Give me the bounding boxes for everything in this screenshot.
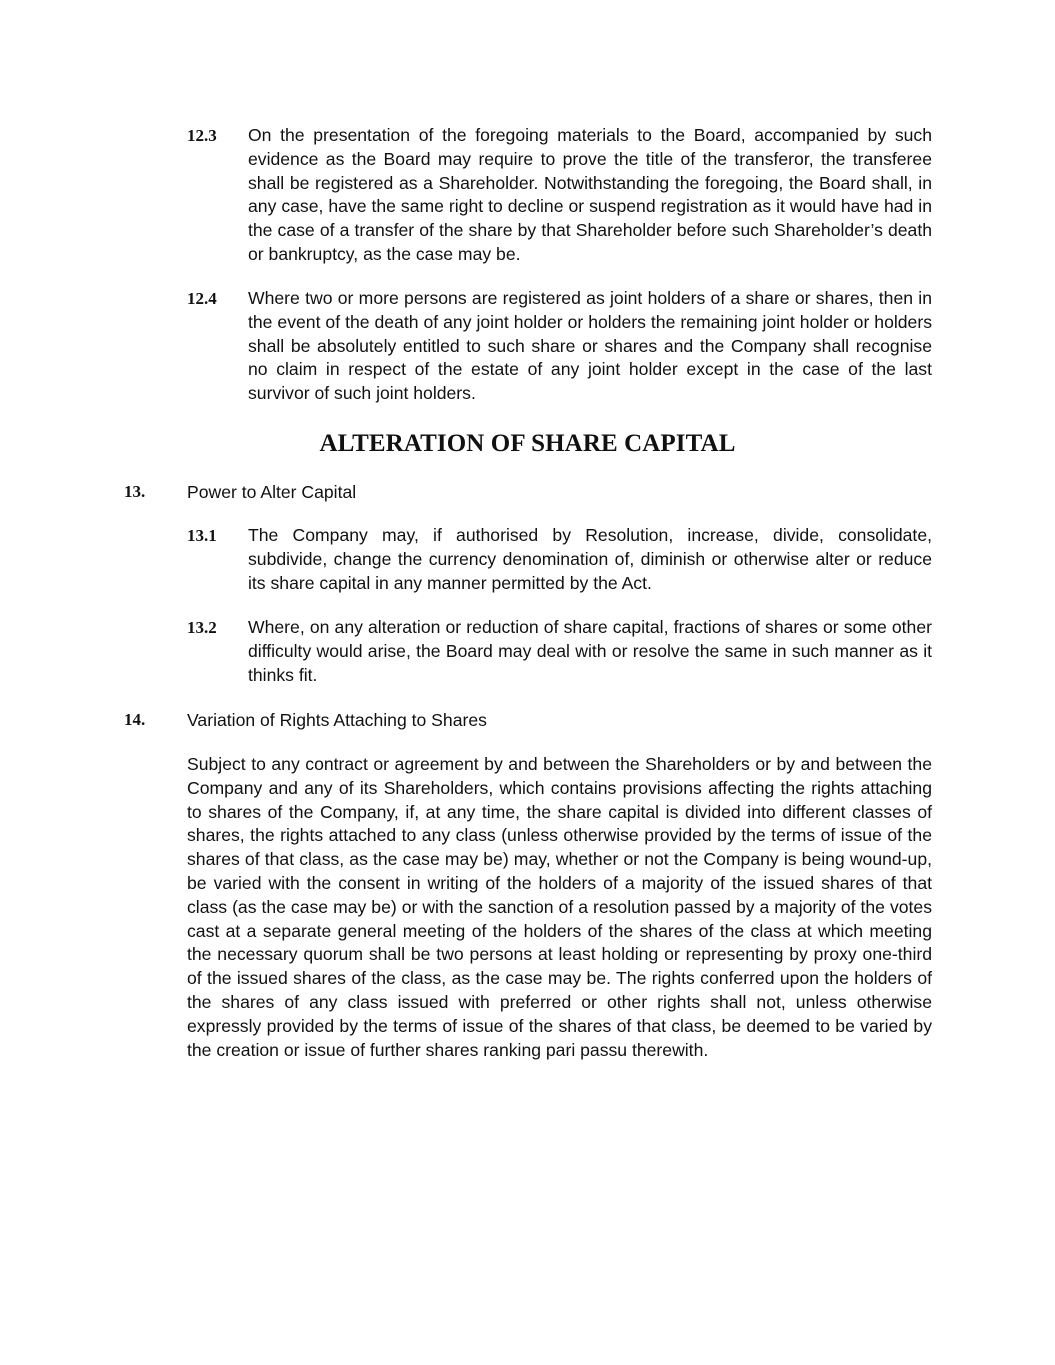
article-number: 13. xyxy=(124,482,146,501)
clause-text: On the presentation of the foregoing materials to the Board, accompanied by such evidence as the Board may require to prove the title of the transferor, the transferee shall be registered as a Shareholder. Notwithstanding the foregoing, the Board shall, in any case, have the same right to decline or suspend registration as it would have had in the case of a transfer of the share by that Shareholder before such Shareholder’s death or bankruptcy, as the case may be. xyxy=(248,125,932,264)
clause-text: The Company may, if authorised by Resolution, increase, divide, consolidate, subdivide, change the currency denomination of, diminish or otherwise alter or reduce its share capital in any manner permitted by the Act. xyxy=(248,525,932,593)
clause-number: 13.2 xyxy=(187,618,217,637)
clause-number: 13.1 xyxy=(187,526,217,545)
section-heading: ALTERATION OF SHARE CAPITAL xyxy=(319,430,736,457)
clause-text: Where two or more persons are registered as joint holders of a share or shares, then in the event of the death of any joint holder or holders the remaining joint holder or holders shall be absolutely entitled to such share or shares and the Company shall recognise no claim in respect of the estate of any joint holder except in the case of the last survivor of such joint holders. xyxy=(248,288,932,404)
article-title: Power to Alter Capital xyxy=(187,482,357,502)
clause-number: 12.3 xyxy=(187,126,217,145)
article-number: 14. xyxy=(124,710,146,729)
clause-number: 12.4 xyxy=(187,289,217,308)
article-title: Variation of Rights Attaching to Shares xyxy=(187,710,487,730)
article-14-body: Subject to any contract or agreement by and between the Shareholders or by and between the Company and any of its Shareholders, which contains provisions affecting the rights attaching to shares of the Company, if, at any time, the share capital is divided into different classes of shares, the rights attached to any class (unless otherwise provided by the terms of issue of the shares of that class, as the case may be) may, whether or not the Company is being wound-up, be varied with the consent in writing of the holders of a majority of the issued shares of that class (as the case may be) or with the sanction of a resolution passed by a majority of the votes cast at a separate general meeting of the holders of the shares of the class at which meeting the necessary quorum shall be two persons at least holding or representing by proxy one-third of the issued shares of the class, as the case may be. The rights conferred upon the holders of the shares of any class issued with preferred or other rights shall not, unless otherwise expressly provided by the terms of issue of the shares of that class, be deemed to be varied by the creation or issue of further shares ranking pari passu therewith. xyxy=(187,754,932,1060)
clause-text: Where, on any alteration or reduction of share capital, fractions of shares or some other difficulty would arise, the Board may deal with or resolve the same in such manner as it thinks fit. xyxy=(248,617,932,685)
